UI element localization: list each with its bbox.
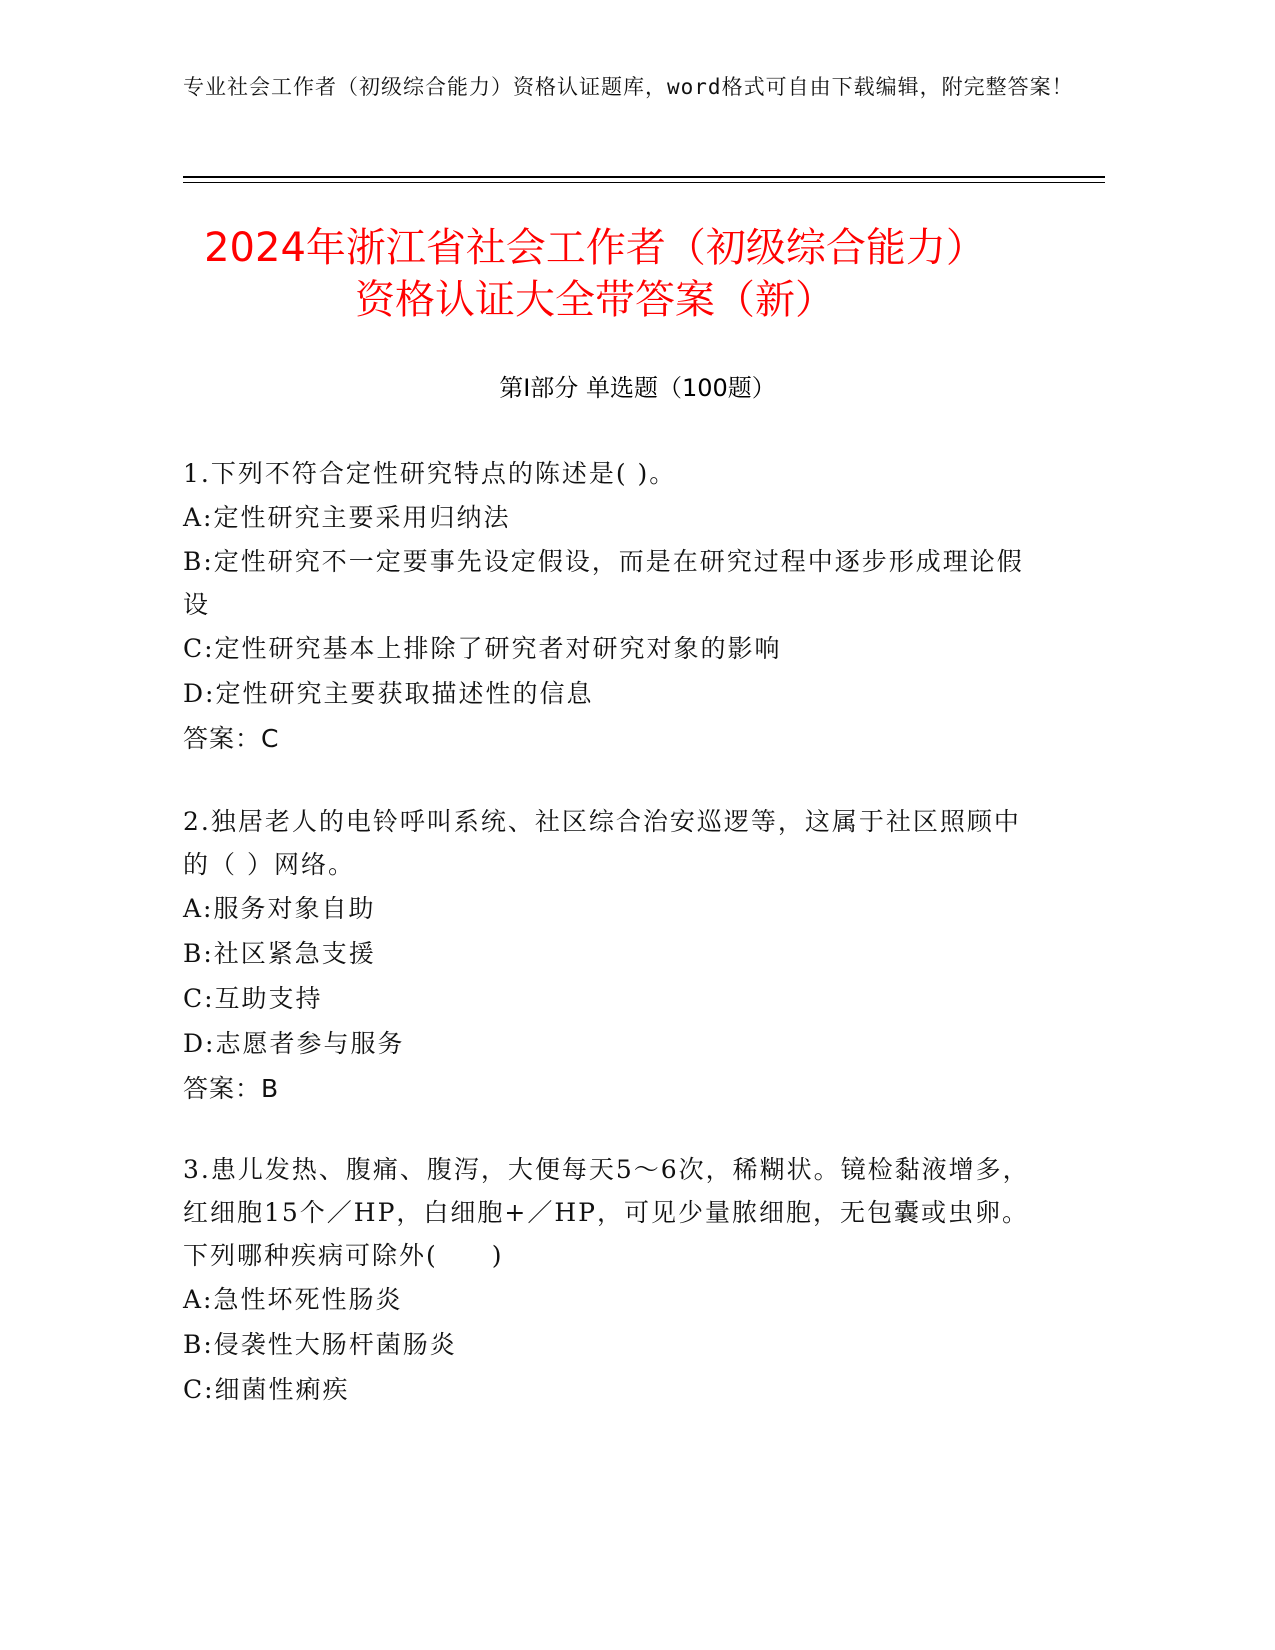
option-d: D:定性研究主要获取描述性的信息 [183,679,594,708]
option-a: A:服务对象自助 [183,894,376,923]
question-block [183,1148,1043,1412]
document-title-line-1: 2024年浙江省社会工作者（初级综合能力） [204,225,986,271]
option-c: C:细菌性痢疾 [183,1375,350,1404]
option-b: B:定性研究不一定要事先设定假设，而是在研究过程中逐步形成理论假设 [183,547,1024,619]
option-c: C:定性研究基本上排除了研究者对研究对象的影响 [183,634,782,663]
question-stem: 3.患儿发热、腹痛、腹泻，大便每天5～6次，稀糊状。镜检黏液增多，红细胞15个／HP，白细胞+／HP，可见少量脓细胞，无包囊或虫卵。下列哪种疾病可除外( ) [183,1155,1030,1270]
header-divider-thin [183,182,1105,183]
question-block [183,800,1043,1111]
header-divider-thick [183,176,1105,178]
option-b: B:侵袭性大肠杆菌肠炎 [183,1330,457,1359]
question-stem: 2.独居老人的电铃呼叫系统、社区综合治安巡逻等，这属于社区照顾中的（ ）网络。 [183,807,1021,879]
document-title [150,222,1040,326]
header-note: 专业社会工作者（初级综合能力）资格认证题库，word格式可自由下载编辑，附完整答案！ [183,75,1074,99]
option-d: D:志愿者参与服务 [183,1029,405,1058]
option-a: A:急性坏死性肠炎 [183,1285,403,1314]
document-title-line-2: 资格认证大全带答案（新） [355,277,835,323]
question-stem: 1.下列不符合定性研究特点的陈述是( )。 [183,459,677,488]
answer-line: 答案：C [183,724,280,753]
question-block [183,452,1043,761]
section-heading: 第I部分 单选题（100题） [499,374,776,402]
option-c: C:互助支持 [183,984,323,1013]
answer-line: 答案：B [183,1074,280,1103]
option-b: B:社区紧急支援 [183,939,376,968]
option-a: A:定性研究主要采用归纳法 [183,503,511,532]
